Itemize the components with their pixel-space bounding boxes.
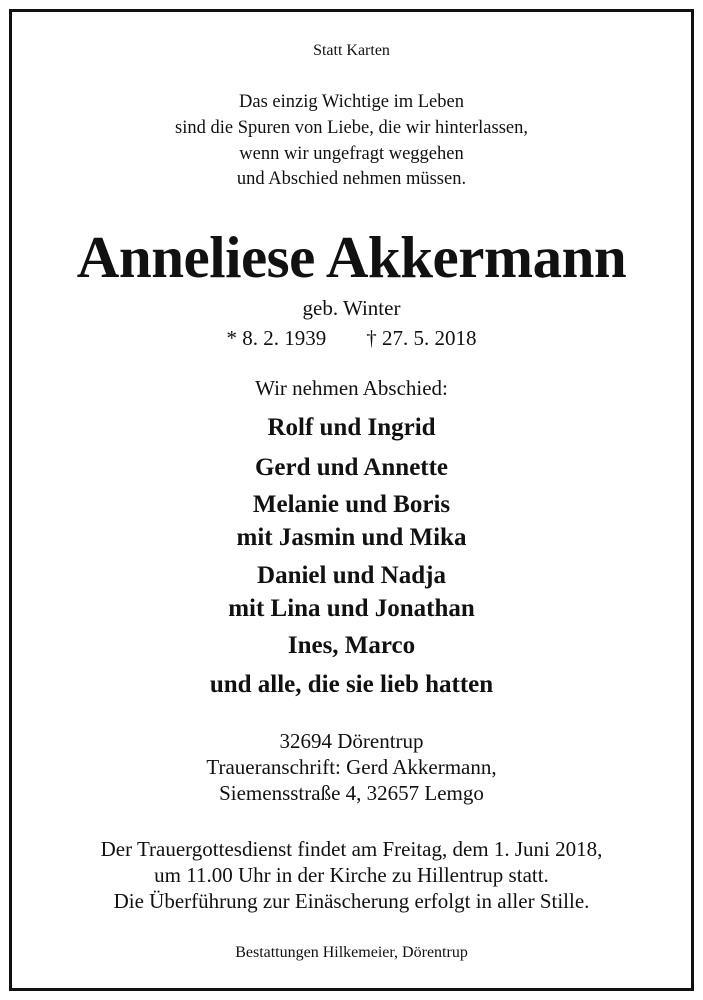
life-dates — [0, 328, 703, 349]
address-line: 32694 Dörentrup — [279, 729, 424, 753]
mourner-line: Gerd und Annette — [254, 454, 449, 481]
poem-line: sind die Spuren von Liebe, die wir hinterlassen, — [175, 118, 528, 138]
poem-line: und Abschied nehmen müssen. — [236, 169, 467, 189]
funeral-home: Bestattungen Hilkemeier, Dörentrup — [235, 944, 468, 961]
mourner-line: Rolf und Ingrid — [267, 414, 436, 441]
birth-name: geb. Winter — [302, 296, 401, 320]
address-line: Traueranschrift: Gerd Akkermann, — [206, 755, 497, 779]
mourner-line: Melanie und Boris — [252, 491, 451, 518]
service-line: Der Trauergottesdienst findet am Freitag, dem 1. Juni 2018, — [100, 837, 603, 861]
header-text: Statt Karten — [313, 42, 390, 59]
mourner-line: Daniel und Nadja — [257, 562, 446, 589]
mourner-line: Ines, Marco — [287, 632, 416, 659]
address-line: Siemensstraße 4, 32657 Lemgo — [219, 781, 484, 805]
mourner-line: und alle, die sie lieb hatten — [209, 671, 494, 698]
poem-line: wenn wir ungefragt weggehen — [239, 144, 464, 164]
mourners-intro: Wir nehmen Abschied: — [255, 376, 448, 400]
mourner-line: mit Jasmin und Mika — [236, 524, 467, 551]
poem-line: Das einzig Wichtige im Leben — [239, 92, 464, 112]
mourner-line: mit Lina und Jonathan — [228, 595, 475, 622]
birth-date: * 8. 2. 1939 — [226, 326, 327, 350]
death-date: † 27. 5. 2018 — [366, 326, 477, 350]
service-line: um 11.00 Uhr in der Kirche zu Hillentrup statt. — [154, 863, 549, 887]
service-line: Die Überführung zur Einäscherung erfolgt in aller Stille. — [113, 889, 590, 913]
deceased-name: Anneliese Akkermann — [76, 224, 627, 290]
